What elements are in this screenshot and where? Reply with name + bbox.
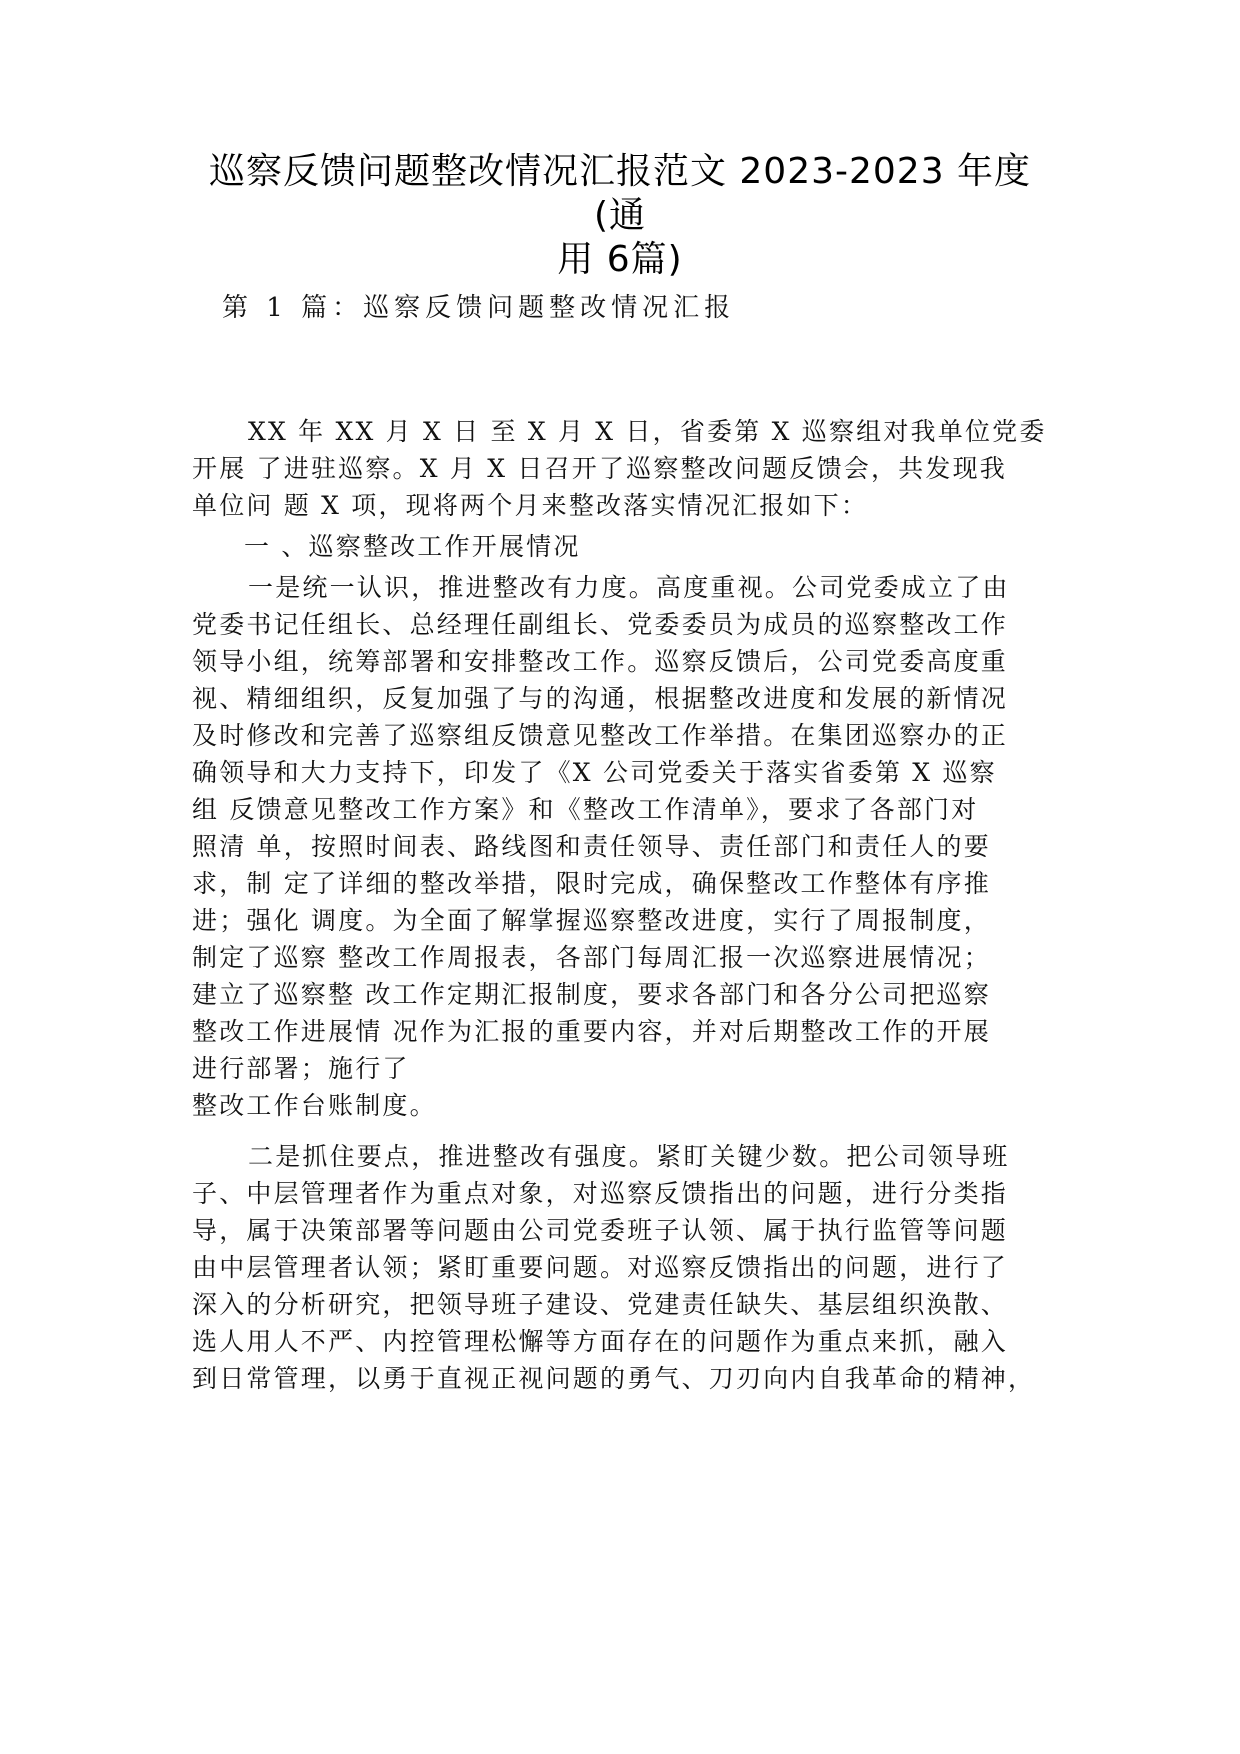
text-line: 选人用人不严、内控管理松懈等方面存在的问题作为重点来抓，融入 bbox=[192, 1327, 1009, 1356]
text-line: 视、精细组织，反复加强了与的沟通，根据整改进度和发展的新情况 bbox=[192, 684, 1009, 713]
title-line-1: 巡察反馈问题整改情况汇报范文 2023-2023 年度(通 bbox=[208, 151, 1032, 236]
text-line: 由中层管理者认领；紧盯重要问题。对巡察反馈指出的问题，进行了 bbox=[192, 1253, 1009, 1282]
document-subtitle: 第 1 篇：巡察反馈问题整改情况汇报 bbox=[222, 293, 736, 323]
text-line: 整改工作台账制度。 bbox=[192, 1091, 437, 1120]
text-line: 导，属于决策部署等问题由公司党委班子认领、属于执行监管等问题 bbox=[192, 1216, 1009, 1245]
text-line: 整改工作进展情 况作为汇报的重要内容，并对后期整改工作的开展 bbox=[192, 1017, 991, 1046]
text-line: 确领导和大力支持下，印发了《X 公司党委关于落实省委第 X 巡察 bbox=[192, 758, 997, 787]
paragraph-gap bbox=[192, 1124, 1042, 1138]
text-line: 照清 单，按照时间表、路线图和责任领导、责任部门和责任人的要 bbox=[192, 832, 991, 861]
text-line: 二是抓住要点，推进整改有强度。紧盯关键少数。把公司领导班 bbox=[248, 1142, 1010, 1171]
text-line: 开展 了进驻巡察。X 月 X 日召开了巡察整改问题反馈会，共发现我 bbox=[192, 454, 1007, 483]
text-line: 领导小组，统筹部署和安排整改工作。巡察反馈后，公司党委高度重 bbox=[192, 647, 1009, 676]
title-line-2: 用 6篇) bbox=[557, 239, 683, 280]
text-line: 及时修改和完善了巡察组反馈意见整改工作举措。在集团巡察办的正 bbox=[192, 721, 1009, 750]
text-line: 党委书记任组长、总经理任副组长、党委委员为成员的巡察整改工作 bbox=[192, 610, 1009, 639]
paragraph-grasp-key-points bbox=[192, 1138, 1042, 1397]
text-line: 一是统一认识，推进整改有力度。高度重视。公司党委成立了由 bbox=[248, 573, 1010, 602]
paragraph-unify-understanding bbox=[192, 569, 1042, 1124]
text-line: XX 年 XX 月 X 日 至 X 月 X 日，省委第 X 巡察组对我单位党委 bbox=[248, 417, 1047, 446]
document-body bbox=[192, 413, 1047, 1397]
text-line: 组 反馈意见整改工作方案》和《整改工作清单》，要求了各部门对 bbox=[192, 795, 979, 824]
section-heading: 一 、巡察整改工作开展情况 bbox=[244, 532, 581, 561]
text-line: 单位问 题 X 项，现将两个月来整改落实情况汇报如下： bbox=[192, 491, 869, 520]
text-line: 求，制 定了详细的整改举措，限时完成，确保整改工作整体有序推 bbox=[192, 869, 991, 898]
text-line: 进行部署；施行了 bbox=[192, 1054, 410, 1083]
text-line: 子、中层管理者作为重点对象，对巡察反馈指出的问题，进行分类指 bbox=[192, 1179, 1009, 1208]
document-title bbox=[190, 150, 1050, 282]
text-line: 到日常管理，以勇于直视正视问题的勇气、刀刃向内自我革命的精神， bbox=[192, 1364, 1036, 1393]
text-line: 制定了巡察 整改工作周报表，各部门每周汇报一次巡察进展情况； bbox=[192, 943, 991, 972]
text-line: 深入的分析研究，把领导班子建设、党建责任缺失、基层组织涣散、 bbox=[192, 1290, 1009, 1319]
paragraph-intro bbox=[192, 413, 1047, 524]
text-line: 建立了巡察整 改工作定期汇报制度，要求各部门和各分公司把巡察 bbox=[192, 980, 991, 1009]
text-line: 进；强化 调度。为全面了解掌握巡察整改进度，实行了周报制度， bbox=[192, 906, 991, 935]
